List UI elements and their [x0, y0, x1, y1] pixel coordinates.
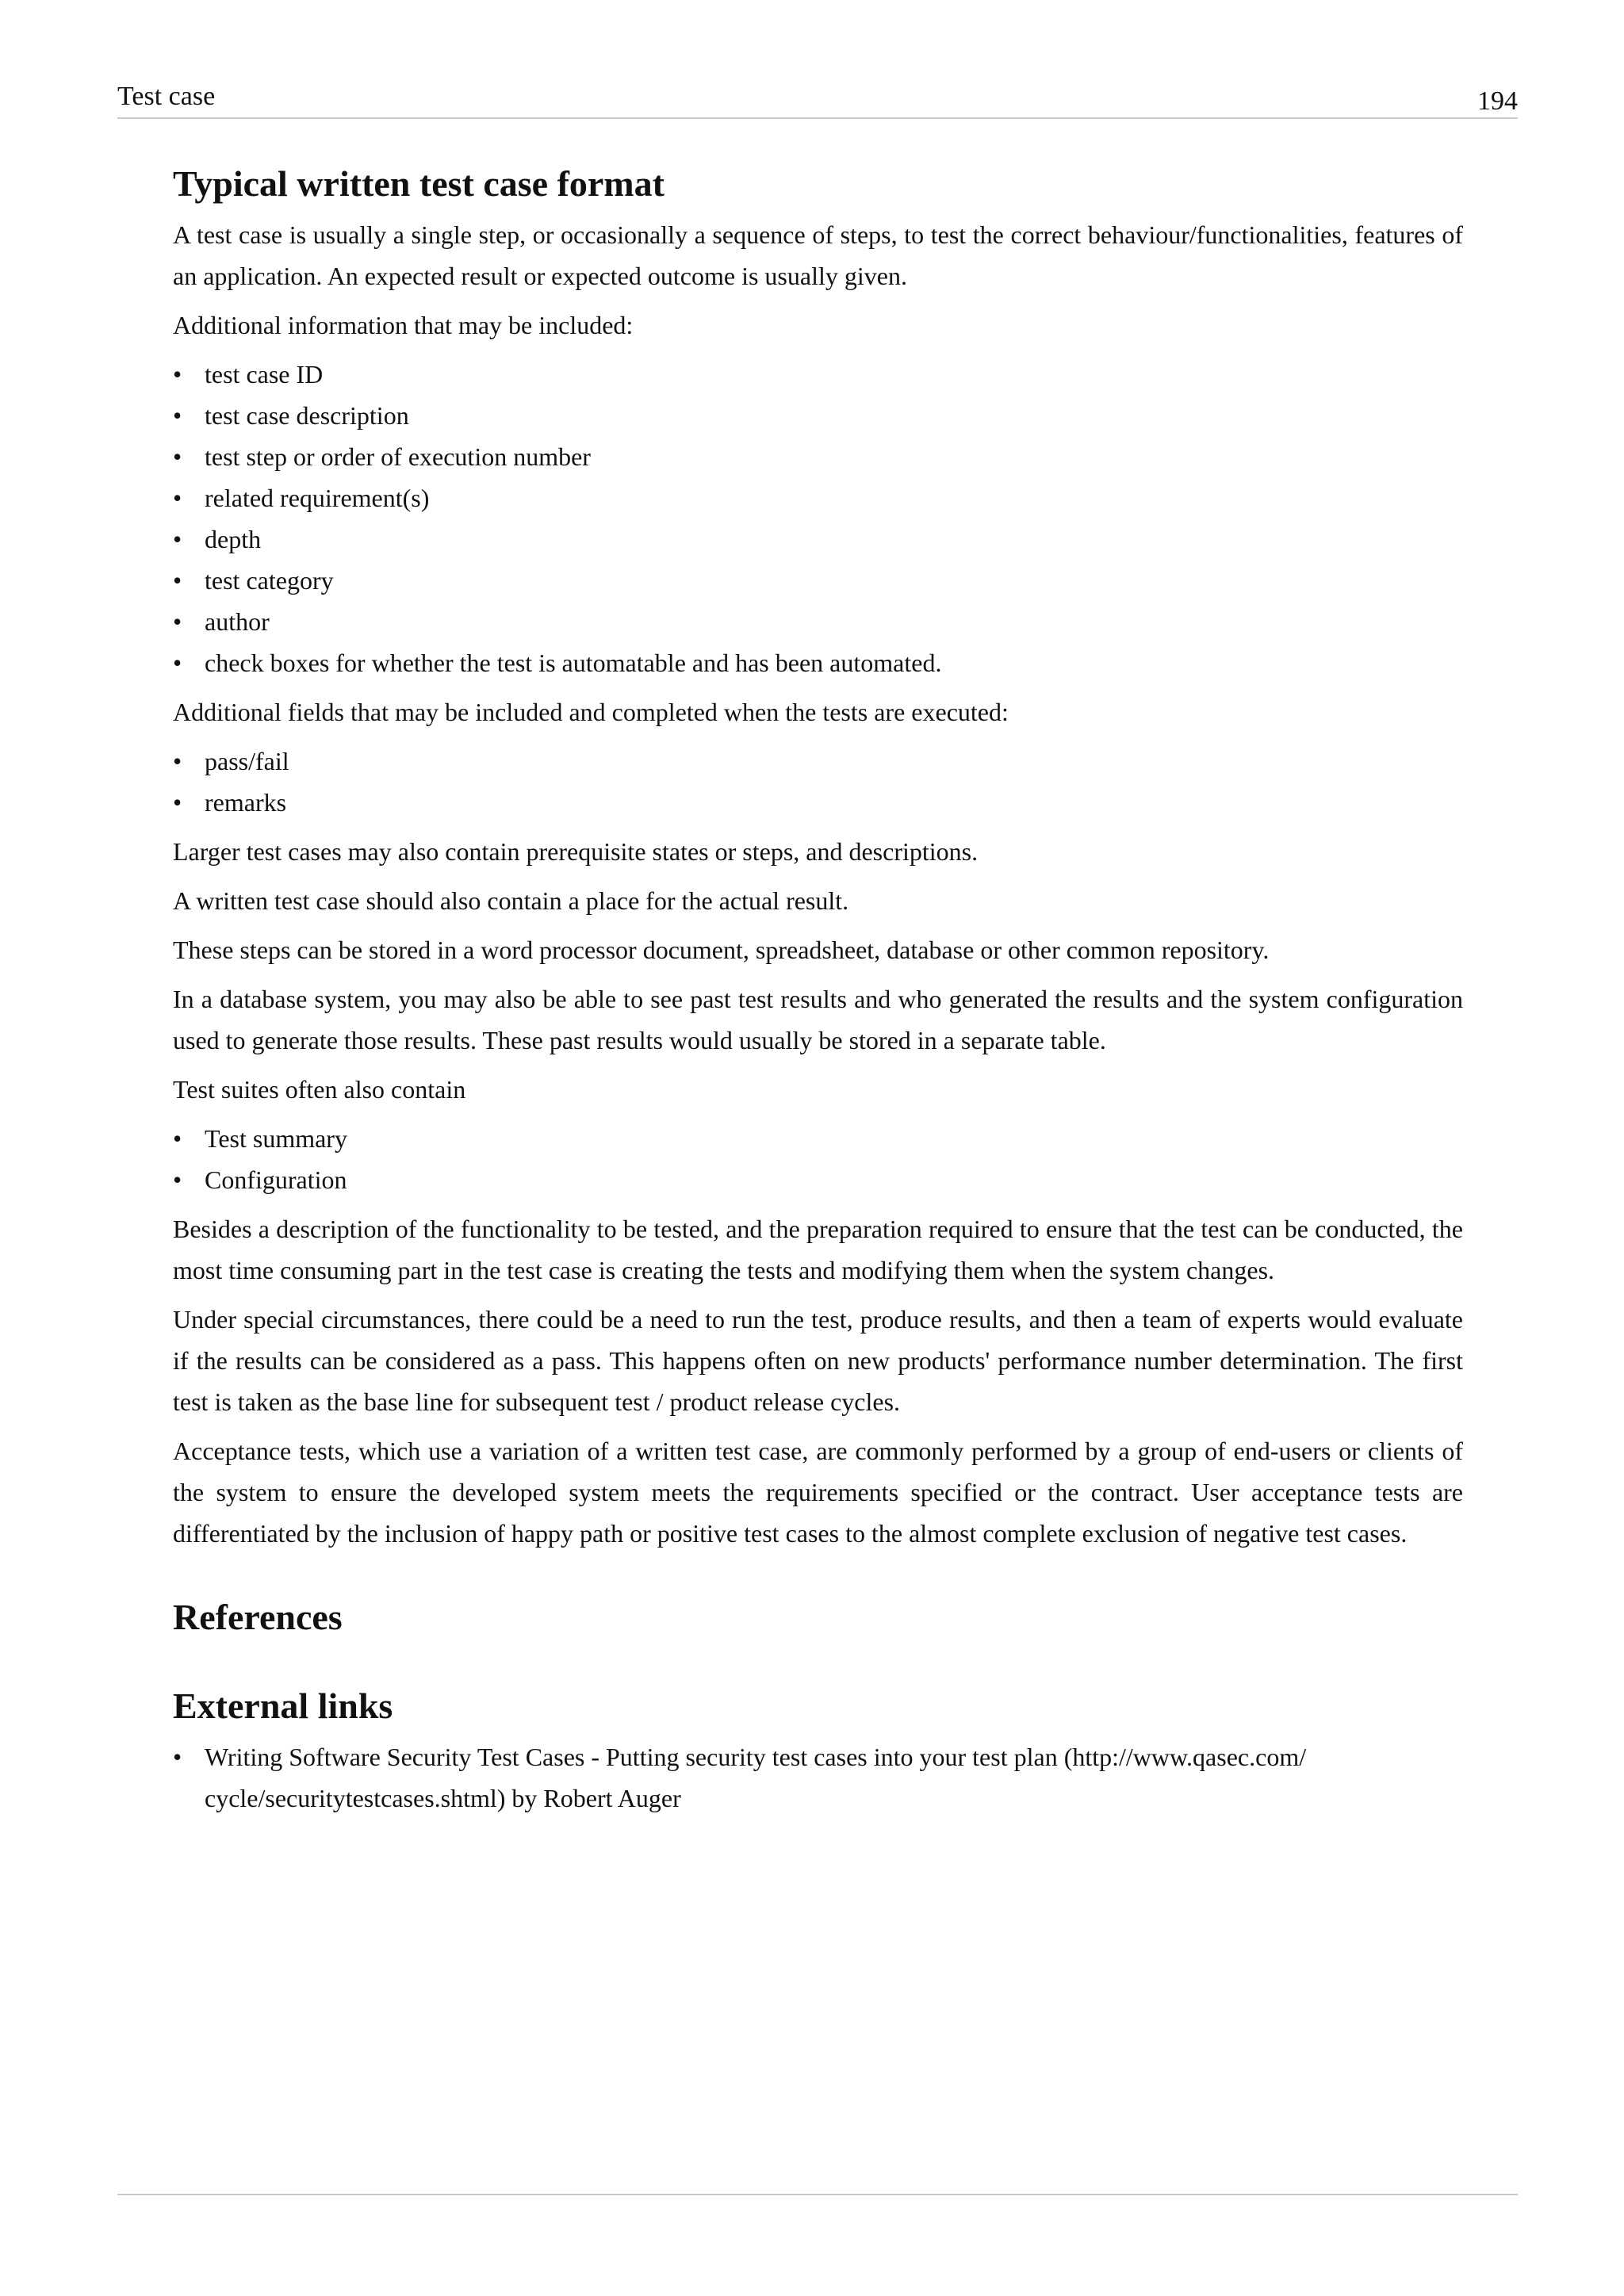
- list-item-text: Configuration: [205, 1165, 347, 1194]
- list-item-text: remarks: [205, 788, 287, 817]
- actual-result-paragraph: A written test case should also contain a place for the actual result.: [173, 886, 849, 915]
- suites-label: Test suites often also contain: [173, 1075, 466, 1104]
- external-link-text[interactable]: Writing Software Security Test Cases - Putting security test cases into your test plan (http://www.qasec.com/ cycle/securitytestcases.shtml) by Robert Auger: [205, 1743, 1307, 1812]
- list-item-text: related requirement(s): [205, 484, 430, 512]
- external-link-item[interactable]: [173, 1736, 1463, 1819]
- list-item: [173, 782, 1463, 823]
- list-item-text: depth: [205, 525, 262, 553]
- list-item-text: test case description: [205, 401, 409, 430]
- page-number: 194: [1477, 86, 1518, 116]
- section-heading-external-links: External links: [173, 1686, 393, 1726]
- bullet-icon: •: [173, 566, 182, 595]
- list-item-text: pass/fail: [205, 747, 289, 775]
- list-item: [173, 1159, 1463, 1200]
- list-item: [173, 354, 1463, 395]
- bullet-icon: •: [173, 1743, 182, 1771]
- list-item-text: Test summary: [205, 1124, 347, 1153]
- suites-list: [173, 1118, 1463, 1200]
- additional-fields-label: Additional fields that may be included and completed when the tests are executed:: [173, 698, 1009, 726]
- larger-cases-paragraph: Larger test cases may also contain prerequisite states or steps, and descriptions.: [173, 837, 979, 866]
- footer-rule: [117, 2194, 1518, 2195]
- special-circumstances-paragraph: Under special circumstances, there could be a need to run the test, produce results, and then a team of experts would evaluate if the results can be considered as a pass. This happens often on new products' performance number determination. The first test is taken as the base line for subsequent test / product release cycles.: [173, 1305, 1463, 1416]
- bullet-icon: •: [173, 401, 182, 430]
- bullet-icon: •: [173, 442, 182, 471]
- list-item: [173, 395, 1463, 436]
- format-intro-paragraph: A test case is usually a single step, or occasionally a sequence of steps, to test the correct behaviour/functionalities, features of an application. An expected result or expected outcome is usually given.: [173, 220, 1463, 290]
- page-content: [173, 159, 1463, 1827]
- bullet-icon: •: [173, 649, 182, 677]
- list-item: [173, 436, 1463, 477]
- list-item-text: check boxes for whether the test is automatable and has been automated.: [205, 649, 942, 677]
- section-heading-references: References: [173, 1597, 343, 1637]
- additional-info-label: Additional information that may be included:: [173, 311, 634, 339]
- list-item-text: test step or order of execution number: [205, 442, 591, 471]
- bullet-icon: •: [173, 607, 182, 636]
- additional-fields-list: [173, 740, 1463, 823]
- list-item: [173, 740, 1463, 782]
- external-links-list: [173, 1736, 1463, 1819]
- acceptance-paragraph: Acceptance tests, which use a variation of a written test case, are commonly performed by a group of end-users or clients of the system to ensure the developed system meets the requirements specified or the contract. User acceptance tests are differentiated by the inclusion of happy path or positive test cases to the almost complete exclusion of negative test cases.: [173, 1437, 1463, 1548]
- storage-paragraph: These steps can be stored in a word processor document, spreadsheet, database or other common repository.: [173, 936, 1270, 964]
- list-item-text: test case ID: [205, 360, 324, 388]
- bullet-icon: •: [173, 1165, 182, 1194]
- bullet-icon: •: [173, 747, 182, 775]
- database-paragraph: In a database system, you may also be able to see past test results and who generated the results and the system configuration used to generate those results. These past results would usually be stored in a separate table.: [173, 985, 1463, 1054]
- running-header: [117, 76, 1518, 119]
- bullet-icon: •: [173, 525, 182, 553]
- running-header-title: Test case: [117, 82, 216, 111]
- bullet-icon: •: [173, 1124, 182, 1153]
- section-heading-format: Typical written test case format: [173, 163, 665, 204]
- bullet-icon: •: [173, 484, 182, 512]
- list-item-text: author: [205, 607, 270, 636]
- list-item: [173, 601, 1463, 642]
- bullet-icon: •: [173, 360, 182, 388]
- additional-info-list: [173, 354, 1463, 683]
- bullet-icon: •: [173, 788, 182, 817]
- list-item: [173, 477, 1463, 519]
- time-consuming-paragraph: Besides a description of the functionality to be tested, and the preparation required to ensure that the test can be conducted, the most time consuming part in the test case is creating the tests and modifying them when the system changes.: [173, 1215, 1463, 1284]
- list-item: [173, 1118, 1463, 1159]
- list-item: [173, 519, 1463, 560]
- list-item: [173, 642, 1463, 683]
- list-item: [173, 560, 1463, 601]
- list-item-text: test category: [205, 566, 334, 595]
